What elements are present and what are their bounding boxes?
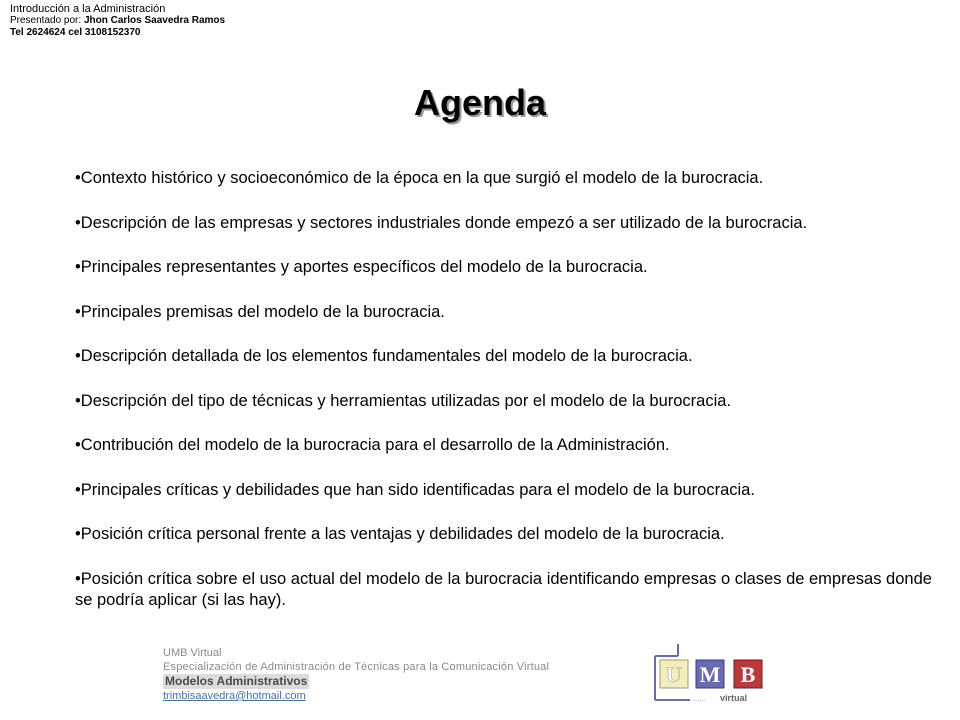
agenda-item: •Posición crítica personal frente a las ventajas y debilidades del modelo de la burocracia. [75,525,725,543]
footer-course: Modelos Administrativos [165,674,308,688]
footer-org: UMB Virtual [163,647,222,659]
agenda-item: •Descripción de las empresas y sectores industriales donde empezó a ser utilizado de la burocracia. [75,213,808,232]
agenda-item: •Principales premisas del modelo de la burocracia. [75,302,445,321]
logo-letter-m: M [699,662,721,687]
umb-virtual-logo [650,642,780,712]
logo-letter-b: B [740,662,756,687]
agenda-item: •Descripción detallada de los elementos fundamentales del modelo de la burocracia. [75,347,693,365]
footer-program: Especialización de Administración de Técnicas para la Comunicación Virtual [163,661,550,673]
course-title: Introducción a la Administración [10,3,166,15]
logo-letter-u: U [666,662,682,687]
footer-email-link[interactable]: trimbisaavedra@hotmail.com [163,690,306,702]
agenda-item: •Descripción del tipo de técnicas y herramientas utilizadas por el modelo de la burocracia. [75,391,732,410]
presentation-header [10,3,225,39]
agenda-item: •Contribución del modelo de la burocracia para el desarrollo de la Administración. [75,436,670,454]
presenter-prefix: Presentado por: [10,15,84,26]
contact-phone: Tel 2624624 cel 3108152370 [10,27,141,38]
agenda-list [75,168,935,611]
footer-info [163,646,549,703]
logo-dots: ....... [692,696,706,703]
agenda-item: •Posición crítica sobre el uso actual del modelo de la burocracia identificando empresas o clases de empresas donde se podría aplicar (si las hay). [75,569,932,609]
agenda-item: •Contexto histórico y socioeconómico de la época en la que surgió el modelo de la burocracia. [75,169,764,187]
slide-title: Agenda [413,82,546,123]
logo-virtual-text: virtual [720,693,748,703]
presenter-name: Jhon Carlos Saavedra Ramos [83,15,226,26]
agenda-item: •Principales representantes y aportes específicos del modelo de la burocracia. [75,258,648,276]
agenda-item: •Principales críticas y debilidades que han sido identificadas para el modelo de la burocracia. [75,480,755,499]
presenter-line [10,15,225,27]
